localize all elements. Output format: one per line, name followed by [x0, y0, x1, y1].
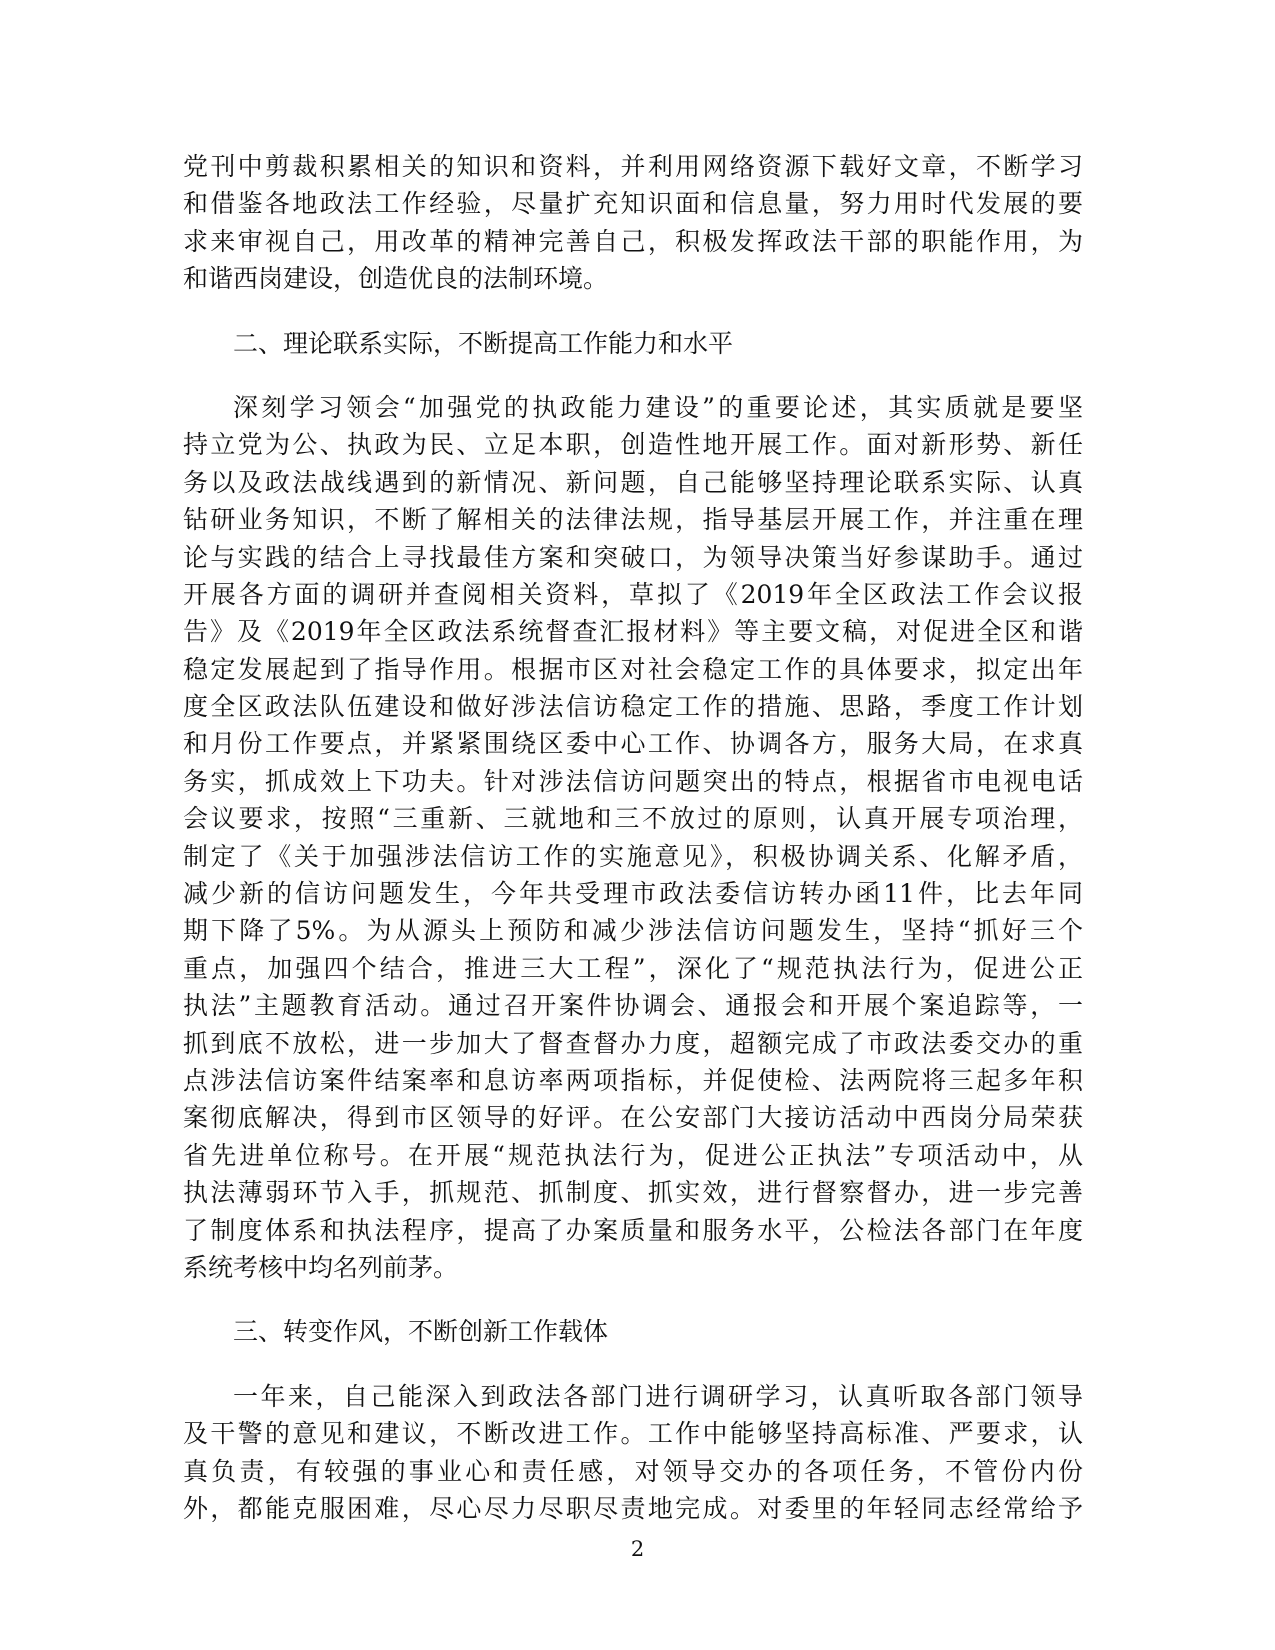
- text-line: 务以及政法战线遇到的新情况、新问题，自己能够坚持理论联系实际、认真: [183, 467, 1083, 497]
- paragraph: [183, 389, 1083, 1286]
- text-line: 执法薄弱环节入手，抓规范、抓制度、抓实效，进行督察督办，进一步完善: [183, 1178, 1083, 1208]
- text-line: 了制度体系和执法程序，提高了办案质量和服务水平，公检法各部门在年度: [183, 1215, 1083, 1245]
- text-line: 外，都能克服困难，尽心尽力尽职尽责地完成。对委里的年轻同志经常给予: [183, 1493, 1083, 1523]
- text-line: 和谐西岗建设，创造优良的法制环境。: [183, 264, 609, 294]
- text-line: 和借鉴各地政法工作经验，尽量扩充知识面和信息量，努力用时代发展的要: [183, 189, 1083, 219]
- text-line: 论与实践的结合上寻找最佳方案和突破口，为领导决策当好参谋助手。通过: [183, 542, 1083, 572]
- text-line: 制定了《关于加强涉法信访工作的实施意见》，积极协调关系、化解矛盾，: [183, 841, 1083, 871]
- text-line: 深刻学习领会“加强党的执政能力建设”的重要论述，其实质就是要坚: [233, 392, 1083, 422]
- text-line: 务实，抓成效上下功夫。针对涉法信访问题突出的特点，根据省市电视电话: [183, 766, 1083, 796]
- text-line: 开展各方面的调研并查阅相关资料，草拟了《2019年全区政法工作会议报: [183, 579, 1083, 609]
- section-heading: [183, 325, 1083, 362]
- text-line: 重点，加强四个结合，推进三大工程”，深化了“规范执法行为，促进公正: [183, 953, 1083, 983]
- text-line: 持立党为公、执政为民、立足本职，创造性地开展工作。面对新形势、新任: [183, 430, 1083, 460]
- text-line: 求来审视自己，用改革的精神完善自己，积极发挥政法干部的职能作用，为: [183, 226, 1083, 256]
- section-heading: [183, 1313, 1083, 1350]
- document-body: [183, 148, 1083, 1554]
- text-line: 稳定发展起到了指导作用。根据市区对社会稳定工作的具体要求，拟定出年: [183, 654, 1083, 684]
- text-line: 抓到底不放松，进一步加大了督查督办力度，超额完成了市政法委交办的重: [183, 1028, 1083, 1058]
- text-line: 减少新的信访问题发生，今年共受理市政法委信访转办函11件，比去年同: [183, 879, 1083, 909]
- text-line: 及干警的意见和建议，不断改进工作。工作中能够坚持高标准、严要求，认: [183, 1419, 1083, 1449]
- text-line: 会议要求，按照“三重新、三就地和三不放过的原则，认真开展专项治理，: [183, 804, 1083, 834]
- paragraph: [183, 148, 1083, 298]
- page-number: 2: [630, 1537, 645, 1561]
- text-line: 度全区政法队伍建设和做好涉法信访稳定工作的措施、思路，季度工作计划: [183, 692, 1083, 722]
- text-line: 执法”主题教育活动。通过召开案件协调会、通报会和开展个案追踪等，一: [183, 991, 1083, 1021]
- section-heading-text: 三、转变作风，不断创新工作载体: [233, 1317, 609, 1347]
- text-line: 和月份工作要点，并紧紧围绕区委中心工作、协调各方，服务大局，在求真: [183, 729, 1083, 759]
- text-line: 点涉法信访案件结案率和息访率两项指标，并促使检、法两院将三起多年积: [183, 1065, 1083, 1095]
- text-line: 告》及《2019年全区政法系统督查汇报材料》等主要文稿，对促进全区和谐: [183, 617, 1083, 647]
- text-line: 系统考核中均名列前茅。: [183, 1252, 459, 1282]
- text-line: 案彻底解决，得到市区领导的好评。在公安部门大接访活动中西岗分局荣获: [183, 1103, 1083, 1133]
- text-line: 真负责，有较强的事业心和责任感，对领导交办的各项任务，不管份内份: [183, 1456, 1083, 1486]
- text-line: 党刊中剪裁积累相关的知识和资料，并利用网络资源下载好文章，不断学习: [183, 152, 1083, 181]
- text-line: 省先进单位称号。在开展“规范执法行为，促进公正执法”专项活动中，从: [183, 1140, 1083, 1170]
- section-heading-text: 二、理论联系实际，不断提高工作能力和水平: [233, 328, 734, 358]
- text-line: 期下降了5%。为从源头上预防和减少涉法信访问题发生，坚持“抓好三个: [183, 916, 1083, 946]
- paragraph: [183, 1378, 1083, 1528]
- text-line: 一年来，自己能深入到政法各部门进行调研学习，认真听取各部门领导: [233, 1381, 1083, 1411]
- text-line: 钻研业务知识，不断了解相关的法律法规，指导基层开展工作，并注重在理: [183, 505, 1083, 535]
